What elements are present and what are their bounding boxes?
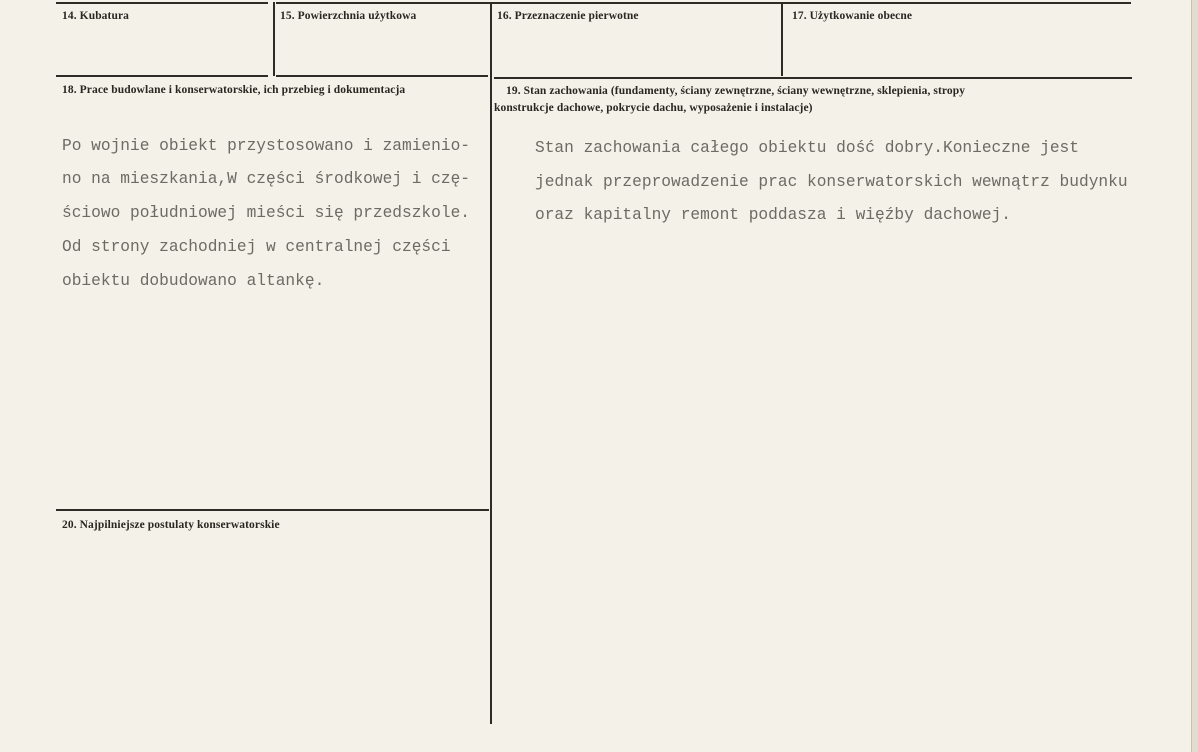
divider-16-17 xyxy=(781,2,783,76)
field-18-line: Od strony zachodniej w centralnej części xyxy=(62,238,451,256)
field-19-line: oraz kapitalny remont poddasza i więźby dachowej. xyxy=(535,206,1011,224)
field-15-label: 15. Powierzchnia użytkowa xyxy=(280,10,417,22)
page-edge xyxy=(1191,0,1198,752)
divider-15-16 xyxy=(490,2,492,76)
top-rule-mid xyxy=(276,2,1131,4)
field-19-line: Stan zachowania całego obiektu dość dobry.Konieczne jest xyxy=(535,139,1079,157)
field-14-label: 14. Kubatura xyxy=(62,10,130,22)
section-20-top-rule xyxy=(56,509,489,511)
field-20-label: 20. Najpilniejsze postulaty konserwatorskie xyxy=(62,519,280,531)
row1-bottom-rule-right xyxy=(494,77,1132,79)
row1-bottom-rule-mid xyxy=(276,75,488,77)
top-rule-left xyxy=(56,2,268,4)
row1-bottom-rule-left xyxy=(56,75,268,77)
main-column-divider xyxy=(490,76,492,724)
field-16-label: 16. Przeznaczenie pierwotne xyxy=(497,10,639,22)
field-18-label: 18. Prace budowlane i konserwatorskie, ich przebieg i dokumentacja xyxy=(62,84,406,96)
field-19-label-line1: 19. Stan zachowania (fundamenty, ściany zewnętrzne, ściany wewnętrzne, sklepienia, stropy xyxy=(506,85,966,97)
field-18-line: Po wojnie obiekt przystosowano i zamienio- xyxy=(62,137,470,155)
field-19-line: jednak przeprowadzenie prac konserwatorskich wewnątrz budynku xyxy=(535,173,1128,191)
divider-14-15 xyxy=(273,2,275,76)
field-18-line: no na mieszkania,W części środkowej i czę- xyxy=(62,170,470,188)
field-18-line: ściowo południowej mieści się przedszkole. xyxy=(62,204,470,222)
field-18-line: obiektu dobudowano altankę. xyxy=(62,272,325,290)
field-17-label: 17. Użytkowanie obecne xyxy=(792,10,913,22)
field-19-label-line2: konstrukcje dachowe, pokrycie dachu, wyposażenie i instalacje) xyxy=(494,102,813,114)
